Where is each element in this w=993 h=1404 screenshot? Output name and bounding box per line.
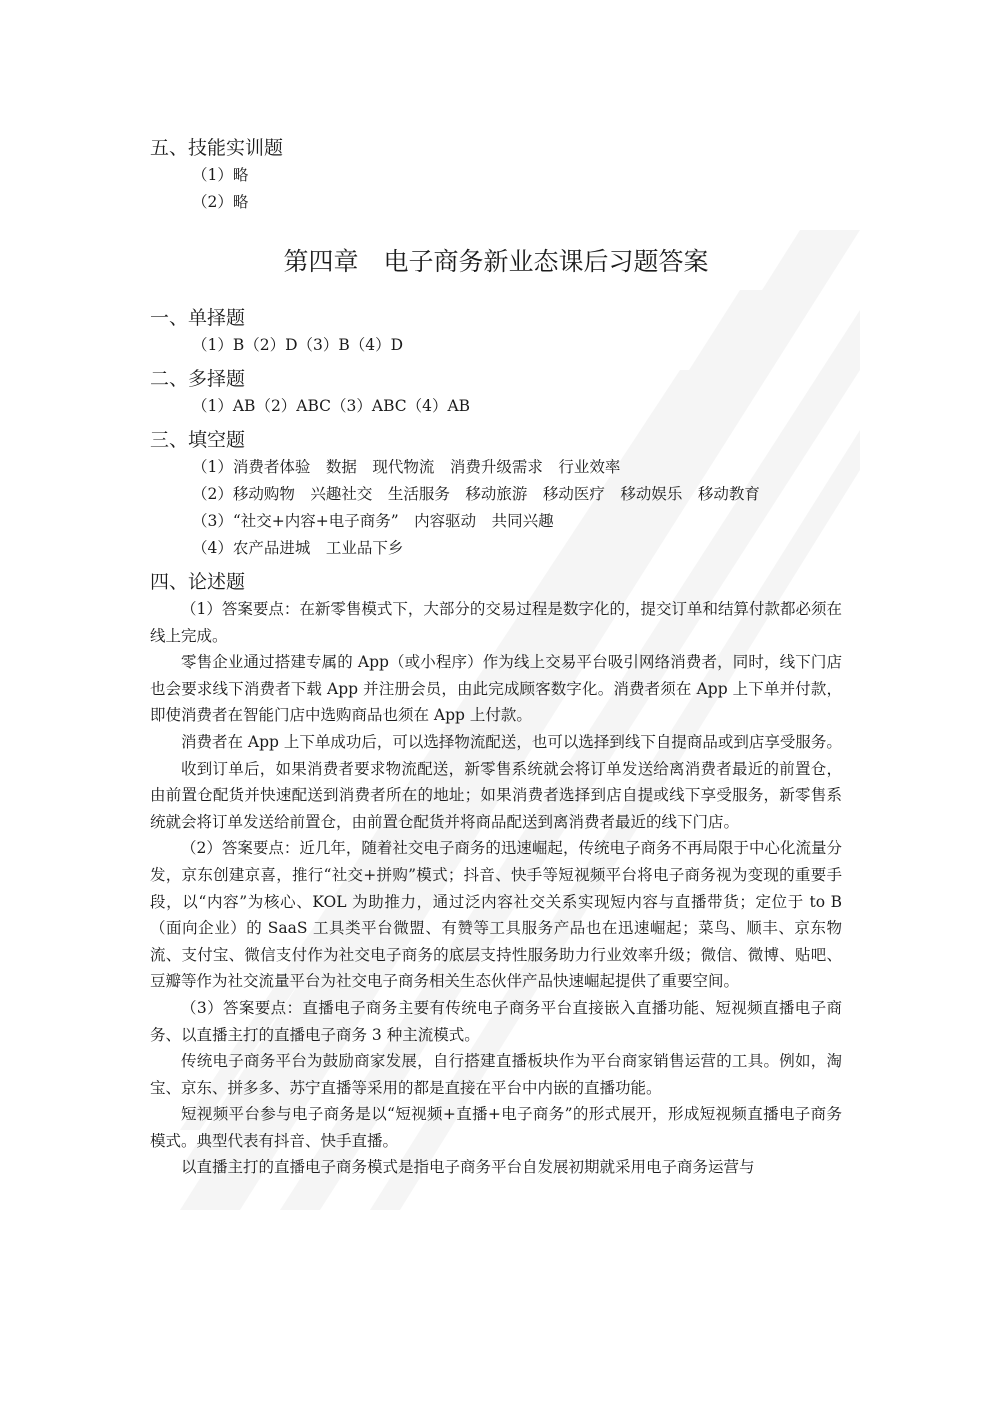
paragraph: 传统电子商务平台为鼓励商家发展，自行搭建直播板块作为平台商家销售运营的工具。例如，淘宝、京东、拼多多、苏宁直播等采用的都是直接在平台中内嵌的直播功能。	[150, 1052, 842, 1097]
paragraph: 消费者在 App 上下单成功后，可以选择物流配送，也可以选择到线下自提商品或到店享受服务。	[181, 732, 842, 751]
answer-line: （1）B（2）D（3）B（4）D	[192, 336, 404, 354]
chapter-title: 第四章 电子商务新业态课后习题答案	[283, 247, 709, 276]
section-single-choice	[150, 304, 842, 359]
document-page	[150, 128, 842, 1181]
list-item: （1）略	[192, 166, 249, 184]
section-heading: 五、技能实训题	[150, 137, 284, 159]
list-item: （3）“社交+内容+电子商务” 内容驱动 共同兴趣	[192, 512, 554, 530]
section-heading: 一、单择题	[150, 307, 246, 329]
paragraph: （2）答案要点：近几年，随着社交电子商务的迅速崛起，传统电子商务不再局限于中心化流量分发，京东创建京喜，推行“社交+拼购”模式；抖音、快手等短视频平台将电子商务视为变现的重要手段，以“内容”为核心、KOL 为助推力，通过泛内容社交关系实现短内容与直播带货；定位于 to B（面向企业）的 SaaS 工具类平台微盟、有赞等工具服务产品也在迅速崛起；菜鸟、顺丰、京东物流、支付宝、微信支付作为社交电子商务的底层支持性服务助力行业效率升级；微信、微博、贴吧、豆瓣等作为社交流量平台为社交电子商务相关生态伙伴产品快速崛起提供了重要空间。	[150, 839, 842, 991]
list-item: （1）消费者体验 数据 现代物流 消费升级需求 行业效率	[192, 458, 621, 476]
paragraph: （1）答案要点：在新零售模式下，大部分的交易过程是数字化的，提交订单和结算付款都必须在线上完成。	[150, 600, 842, 645]
section-heading: 三、填空题	[150, 429, 246, 451]
paragraph: 短视频平台参与电子商务是以“短视频+直播+电子商务”的形式展开，形成短视频直播电子商务模式。典型代表有抖音、快手直播。	[150, 1105, 842, 1150]
list-item: （2）移动购物 兴趣社交 生活服务 移动旅游 移动医疗 移动娱乐 移动教育	[192, 485, 760, 503]
section-multi-choice	[150, 365, 842, 420]
paragraph: （3）答案要点：直播电子商务主要有传统电子商务平台直接嵌入直播功能、短视频直播电子商务、以直播主打的直播电子商务 3 种主流模式。	[150, 998, 842, 1044]
list-item: （4）农产品进城 工业品下乡	[192, 539, 404, 557]
list-item: （2）略	[192, 193, 249, 211]
paragraph: 以直播主打的直播电子商务模式是指电子商务平台自发展初期就采用电子商务运营与	[181, 1158, 755, 1177]
paragraph: 零售企业通过搭建专属的 App（或小程序）作为线上交易平台吸引网络消费者，同时，线下门店也会要求线下消费者下载 App 并注册会员，由此完成顾客数字化。消费者须在 App 上下单并付款，即使消费者在智能门店中选购商品也须在 App 上付款。	[150, 653, 842, 725]
section-essay	[150, 568, 842, 1181]
section-skill-training	[150, 134, 842, 216]
section-heading: 二、多择题	[150, 368, 246, 390]
paragraph: 收到订单后，如果消费者要求物流配送，新零售系统就会将订单发送给离消费者最近的前置仓，由前置仓配货并快速配送到消费者所在的地址；如果消费者选择到店自提或线下享受服务，新零售系统就会将订单发送给前置仓，由前置仓配货并将商品配送到离消费者最近的线下门店。	[150, 759, 842, 831]
section-heading: 四、论述题	[150, 571, 246, 593]
answer-line: （1）AB（2）ABC（3）ABC（4）AB	[192, 397, 471, 415]
section-fill-in	[150, 426, 842, 562]
